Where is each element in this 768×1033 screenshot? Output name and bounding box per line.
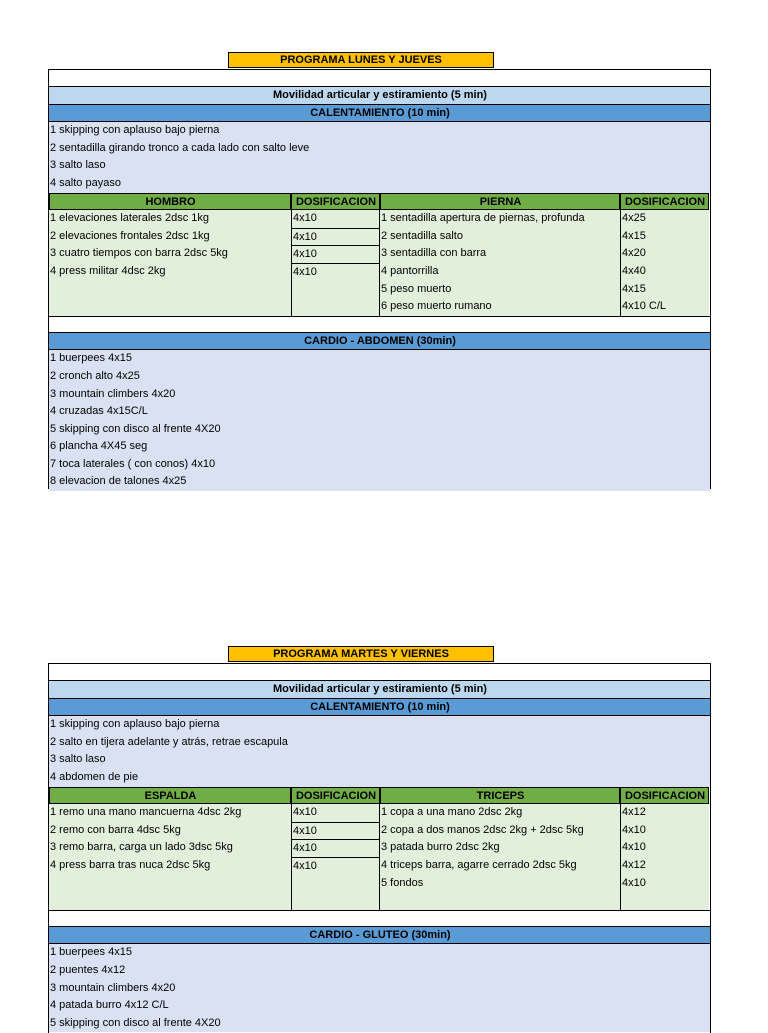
exercise-item: 2 sentadilla salto bbox=[380, 228, 620, 246]
col-header-dose: DOSIFICACION bbox=[291, 193, 380, 211]
exercise-item: 4 press militar 4dsc 2kg bbox=[49, 263, 291, 281]
dose-value: 4x10 bbox=[620, 822, 709, 840]
dose-value: 4x10 bbox=[291, 804, 380, 822]
col-header-espalda: ESPALDA bbox=[49, 787, 291, 805]
exercise-item: 4 triceps barra, agarre cerrado 2dsc 5kg bbox=[380, 857, 620, 875]
exercise-grid-1 bbox=[49, 193, 710, 316]
dose-value bbox=[291, 875, 380, 893]
cardio-item: 8 elevacion de talones 4x25 bbox=[49, 473, 710, 491]
col-header-pierna: PIERNA bbox=[380, 193, 620, 211]
exercise-item: 2 copa a dos manos 2dsc 2kg + 2dsc 5kg bbox=[380, 822, 620, 840]
exercise-item: 2 elevaciones frontales 2dsc 1kg bbox=[49, 228, 291, 246]
cardio-item: 3 mountain climbers 4x20 bbox=[49, 386, 710, 404]
exercise-item: 2 remo con barra 4dsc 5kg bbox=[49, 822, 291, 840]
exercise-item: 4 press barra tras nuca 2dsc 5kg bbox=[49, 857, 291, 875]
exercise-item: 1 sentadilla apertura de piernas, profunda bbox=[380, 210, 620, 228]
exercise-item: 5 peso muerto bbox=[380, 281, 620, 299]
warmup-item: 1 skipping con aplauso bajo pierna bbox=[49, 716, 710, 734]
exercise-item: 4 pantorrilla bbox=[380, 263, 620, 281]
dose-value: 4x10 C/L bbox=[620, 298, 709, 316]
dose-value: 4x10 bbox=[291, 228, 380, 246]
warmup-item: 2 sentadilla girando tronco a cada lado con salto leve bbox=[49, 140, 710, 158]
exercise-grid-2 bbox=[49, 787, 710, 910]
dose-value: 4x15 bbox=[620, 281, 709, 299]
mobility-header-1: Movilidad articular y estiramiento (5 min) bbox=[49, 87, 710, 105]
col-header-triceps: TRICEPS bbox=[380, 787, 620, 805]
program-sheet-2 bbox=[48, 663, 711, 1033]
exercise-item: 1 copa a una mano 2dsc 2kg bbox=[380, 804, 620, 822]
cardio-item: 7 toca laterales ( con conos) 4x10 bbox=[49, 456, 710, 474]
cardio-item: 3 mountain climbers 4x20 bbox=[49, 980, 710, 998]
warmup-header-2: CALENTAMIENTO (10 min) bbox=[49, 699, 710, 717]
dose-value: 4x12 bbox=[620, 804, 709, 822]
exercise-item bbox=[49, 875, 291, 893]
warmup-item: 3 salto laso bbox=[49, 157, 710, 175]
col-header-hombro: HOMBRO bbox=[49, 193, 291, 211]
cardio-item: 4 patada burro 4x12 C/L bbox=[49, 997, 710, 1015]
dose-value bbox=[291, 298, 380, 316]
blank-row bbox=[49, 316, 710, 333]
warmup-item: 1 skipping con aplauso bajo pierna bbox=[49, 122, 710, 140]
dose-value: 4x10 bbox=[291, 822, 380, 840]
dose-value: 4x20 bbox=[620, 245, 709, 263]
exercise-item: 3 sentadilla con barra bbox=[380, 245, 620, 263]
col-header-dose: DOSIFICACION bbox=[620, 787, 709, 805]
exercise-item bbox=[49, 892, 291, 910]
col-header-dose: DOSIFICACION bbox=[620, 193, 709, 211]
program-title-1: PROGRAMA LUNES Y JUEVES bbox=[228, 52, 494, 68]
exercise-item: 1 elevaciones laterales 2dsc 1kg bbox=[49, 210, 291, 228]
cardio-item: 2 cronch alto 4x25 bbox=[49, 368, 710, 386]
dose-value: 4x10 bbox=[291, 245, 380, 263]
col-header-dose: DOSIFICACION bbox=[291, 787, 380, 805]
exercise-item: 1 remo una mano mancuerna 4dsc 2kg bbox=[49, 804, 291, 822]
cardio-item: 4 cruzadas 4x15C/L bbox=[49, 403, 710, 421]
dose-value: 4x40 bbox=[620, 263, 709, 281]
cardio-header-2: CARDIO - GLUTEO (30min) bbox=[49, 927, 710, 945]
warmup-item: 3 salto laso bbox=[49, 751, 710, 769]
program-title-2: PROGRAMA MARTES Y VIERNES bbox=[228, 646, 494, 662]
cardio-item: 1 buerpees 4x15 bbox=[49, 350, 710, 368]
warmup-header-1: CALENTAMIENTO (10 min) bbox=[49, 105, 710, 123]
cardio-header-1: CARDIO - ABDOMEN (30min) bbox=[49, 333, 710, 351]
exercise-item: 3 patada burro 2dsc 2kg bbox=[380, 839, 620, 857]
dose-value: 4x15 bbox=[620, 228, 709, 246]
dose-value: 4x25 bbox=[620, 210, 709, 228]
exercise-item: 5 fondos bbox=[380, 875, 620, 893]
exercise-item: 6 peso muerto rumano bbox=[380, 298, 620, 316]
blank-row bbox=[49, 664, 710, 681]
dose-value: 4x10 bbox=[291, 210, 380, 228]
cardio-item: 1 buerpees 4x15 bbox=[49, 944, 710, 962]
exercise-item bbox=[380, 892, 620, 910]
dose-value: 4x12 bbox=[620, 857, 709, 875]
exercise-item: 3 cuatro tiempos con barra 2dsc 5kg bbox=[49, 245, 291, 263]
dose-value: 4x10 bbox=[620, 875, 709, 893]
warmup-item: 4 abdomen de pie bbox=[49, 769, 710, 787]
dose-value bbox=[291, 892, 380, 910]
dose-value bbox=[291, 281, 380, 299]
exercise-item bbox=[49, 298, 291, 316]
blank-row bbox=[49, 70, 710, 87]
dose-value bbox=[620, 892, 709, 910]
cardio-item: 2 puentes 4x12 bbox=[49, 962, 710, 980]
dose-value: 4x10 bbox=[291, 839, 380, 857]
cardio-item: 6 plancha 4X45 seg bbox=[49, 438, 710, 456]
dose-value: 4x10 bbox=[291, 263, 380, 281]
cardio-item: 5 skipping con disco al frente 4X20 bbox=[49, 421, 710, 439]
program-sheet-1 bbox=[48, 69, 711, 489]
exercise-item bbox=[49, 281, 291, 299]
dose-value: 4x10 bbox=[620, 839, 709, 857]
mobility-header-2: Movilidad articular y estiramiento (5 min) bbox=[49, 681, 710, 699]
cardio-item: 5 skipping con disco al frente 4X20 bbox=[49, 1015, 710, 1033]
dose-value: 4x10 bbox=[291, 857, 380, 875]
blank-row bbox=[49, 910, 710, 927]
warmup-item: 2 salto en tijera adelante y atrás, retrae escapula bbox=[49, 734, 710, 752]
warmup-item: 4 salto payaso bbox=[49, 175, 710, 193]
exercise-item: 3 remo barra, carga un lado 3dsc 5kg bbox=[49, 839, 291, 857]
